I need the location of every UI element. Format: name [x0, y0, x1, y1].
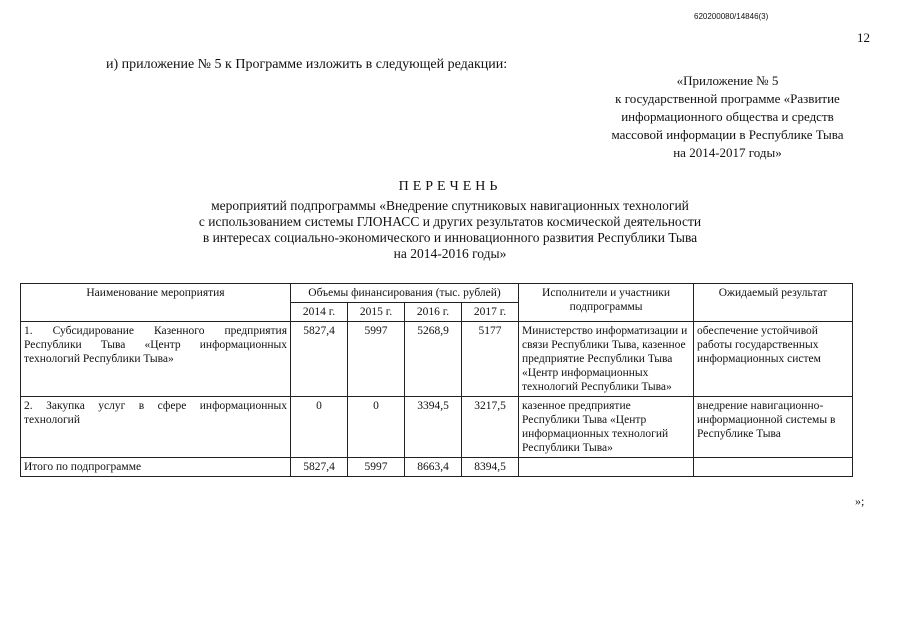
cell-name: 2. Закупка услуг в сфере информационных технологий — [21, 397, 291, 458]
subtitle-line: мероприятий подпрограммы «Внедрение спутниковых навигационных технологий — [211, 198, 689, 213]
page-number: 12 — [857, 30, 870, 45]
total-value: 5827,4 — [291, 458, 348, 477]
cell-value: 5827,4 — [291, 322, 348, 397]
table-row — [21, 322, 853, 397]
header-year: 2014 г. — [291, 303, 348, 322]
header-year: 2015 г. — [348, 303, 405, 322]
total-value: 8663,4 — [405, 458, 462, 477]
header-funding: Объемы финансирования (тыс. рублей) — [291, 284, 519, 303]
total-row — [21, 458, 853, 477]
header-name: Наименование мероприятия — [21, 284, 291, 322]
cell-value: 5177 — [462, 322, 519, 397]
cell-value: 3394,5 — [405, 397, 462, 458]
subtitle-line: на 2014-2016 годы» — [393, 246, 507, 261]
measures-table — [20, 283, 853, 477]
document-number: 620200080/14846(3) — [694, 12, 769, 21]
appendix-line: «Приложение № 5 — [676, 73, 779, 88]
cell-value: 0 — [348, 397, 405, 458]
intro-text: и) приложение № 5 к Программе изложить в следующей редакции: — [106, 57, 508, 72]
cell-value: 0 — [291, 397, 348, 458]
cell-result: обеспечение устойчивой работы государственных информационных систем — [694, 322, 853, 397]
header-year: 2016 г. — [405, 303, 462, 322]
header-result: Ожидаемый результат — [694, 284, 853, 322]
header-year: 2017 г. — [462, 303, 519, 322]
total-value: 5997 — [348, 458, 405, 477]
header-row — [21, 284, 853, 303]
cell-value: 5268,9 — [405, 322, 462, 397]
subtitle-line: в интересах социально-экономического и инновационного развития Республики Тыва — [202, 230, 698, 245]
document-title: ПЕРЕЧЕНЬ — [398, 179, 502, 194]
cell-executors: казенное предприятие Республики Тыва «Центр информационных технологий Республики Тыва» — [519, 397, 694, 458]
total-label: Итого по подпрограмме — [21, 458, 291, 477]
appendix-line: массовой информации в Республике Тыва — [611, 127, 844, 142]
appendix-line: на 2014-2017 годы» — [673, 145, 782, 160]
appendix-line: информационного общества и средств — [621, 109, 834, 124]
table-row — [21, 397, 853, 458]
document-subtitle — [100, 198, 800, 262]
appendix-line: к государственной программе «Развитие — [615, 91, 840, 106]
cell-result: внедрение навигационно-информационной системы в Республике Тыва — [694, 397, 853, 458]
total-value: 8394,5 — [462, 458, 519, 477]
subtitle-line: с использованием системы ГЛОНАСС и других результатов космической деятельности — [198, 214, 702, 229]
cell-value: 3217,5 — [462, 397, 519, 458]
cell-value: 5997 — [348, 322, 405, 397]
total-executors — [519, 458, 694, 477]
total-result — [694, 458, 853, 477]
header-executors: Исполнители и участники подпрограммы — [519, 284, 694, 322]
cell-name: 1. Субсидирование Казенного предприятия Республики Тыва «Центр информационных технологий Республики Тыва» — [21, 322, 291, 397]
appendix-note — [560, 72, 895, 162]
cell-executors: Министерство информатизации и связи Республики Тыва, казенное предприятие Республики Тыва «Центр информационных технологий Республики Тыва» — [519, 322, 694, 397]
closing-quote: »; — [855, 494, 865, 508]
